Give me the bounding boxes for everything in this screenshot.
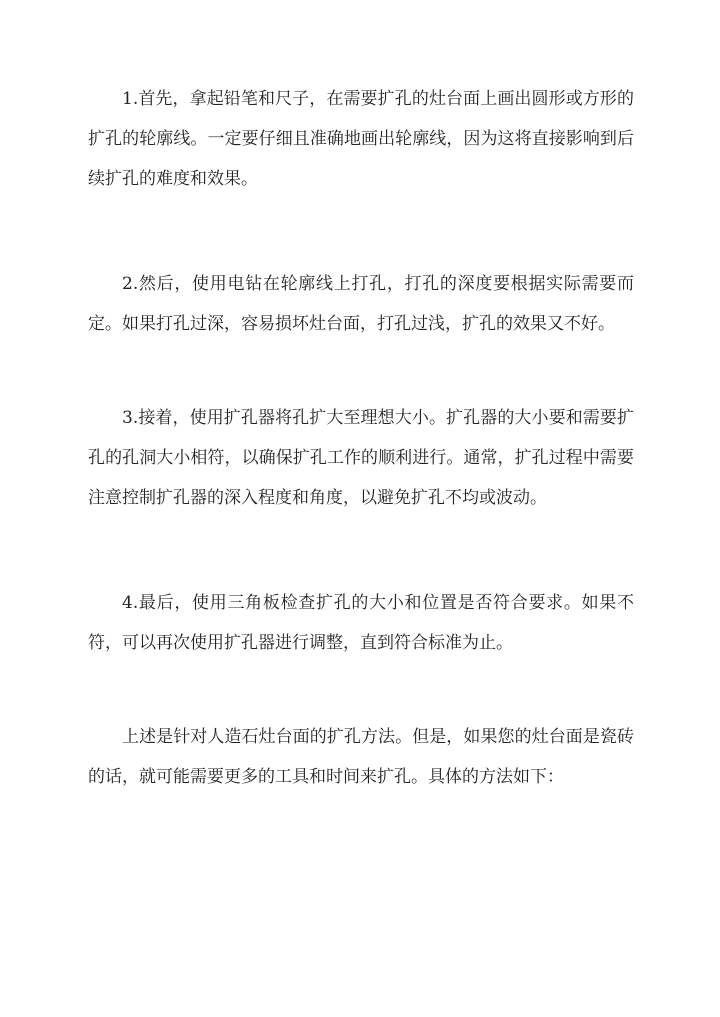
paragraph-step-3: 3.接着，使用扩孔器将孔扩大至理想大小。扩孔器的大小要和需要扩孔的孔洞大小相符，以确保扩孔工作的顺利进行。通常，扩孔过程中需要注意控制扩孔器的深入程度和角度，以避免扩孔不均或波动。 (88, 408, 634, 508)
paragraph-step-2: 2.然后，使用电钻在轮廓线上打孔，打孔的深度要根据实际需要而定。如果打孔过深，容易损坏灶台面，打孔过浅，扩孔的效果又不好。 (88, 274, 634, 334)
paragraph-summary: 上述是针对人造石灶台面的扩孔方法。但是，如果您的灶台面是瓷砖的话，就可能需要更多的工具和时间来扩孔。具体的方法如下： (88, 727, 634, 787)
paragraph-step-1: 1.首先，拿起铅笔和尺子，在需要扩孔的灶台面上画出圆形或方形的扩孔的轮廓线。一定要仔细且准确地画出轮廓线，因为这将直接影响到后续扩孔的难度和效果。 (88, 89, 634, 189)
paragraph-step-4: 4.最后，使用三角板检查扩孔的大小和位置是否符合要求。如果不符，可以再次使用扩孔器进行调整，直到符合标准为止。 (88, 593, 634, 653)
